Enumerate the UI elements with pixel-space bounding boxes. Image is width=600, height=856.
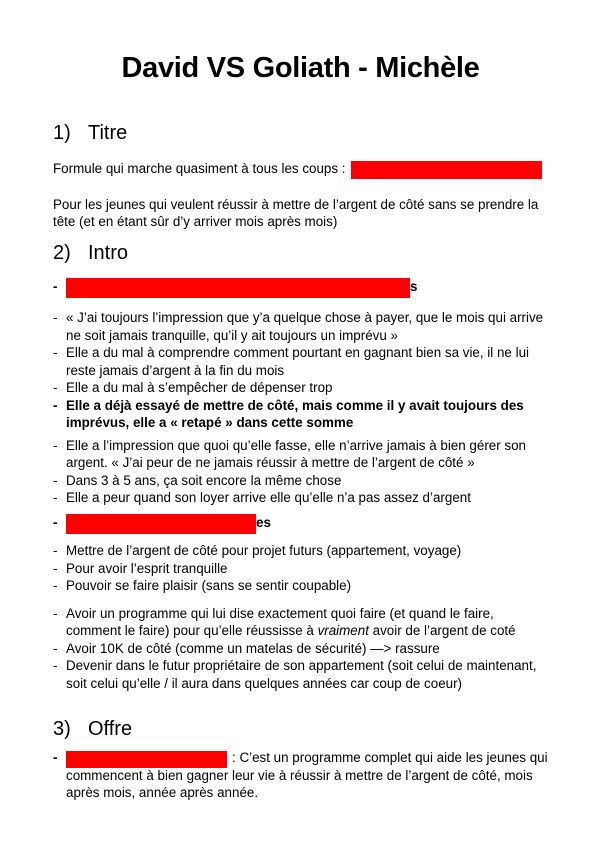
section-heading-intro bbox=[53, 241, 548, 265]
formule-prefix: Formule qui marche quasiment à tous les coups : bbox=[53, 161, 346, 176]
bullet-text: Mettre de l’argent de côté pour projet futurs (appartement, voyage) bbox=[66, 543, 462, 558]
bullet-dash: - bbox=[53, 380, 58, 395]
bullet-item bbox=[53, 657, 548, 692]
redaction-suffix: es bbox=[256, 514, 271, 530]
bullet-text: Elle a déjà essayé de mettre de côté, mais comme il y avait toujours des imprévus, elle a « retapé » dans cette somme bbox=[66, 397, 524, 430]
bullet-item bbox=[53, 560, 548, 578]
bullet-text: Avoir 10K de côté (comme un matelas de sécurité) —> rassure bbox=[66, 640, 440, 656]
redaction-bar bbox=[351, 161, 542, 179]
redaction-bar bbox=[66, 278, 410, 298]
bullet-text: Dans 3 à 5 ans, ça soit encore la même chose bbox=[66, 472, 342, 488]
bullet-text-italic: vraiment bbox=[317, 623, 369, 638]
bullet-item bbox=[53, 577, 548, 595]
bullet-text: « J’ai toujours l’impression que y’a quelque chose à payer, que le mois qui arrive ne soit jamais tranquille, qu’il y ait toujours un imprévu » bbox=[66, 310, 544, 343]
bullet-dash: - bbox=[53, 514, 58, 530]
bullet-item bbox=[53, 472, 548, 490]
section-number: 1) bbox=[53, 122, 71, 144]
bullet-item bbox=[53, 379, 548, 397]
bullet-text bbox=[66, 605, 548, 640]
redaction-bar bbox=[66, 751, 227, 768]
bullet-dash: - bbox=[53, 397, 58, 413]
bullet-text: Elle a peur quand son loyer arrive elle qu’elle n’a pas assez d’argent bbox=[66, 490, 471, 505]
redaction-bar bbox=[66, 514, 256, 534]
bullet-item bbox=[53, 542, 548, 560]
redaction-suffix: s bbox=[410, 278, 418, 294]
bullet-text-post: avoir de l’argent de coté bbox=[368, 623, 516, 638]
bullet-item bbox=[53, 344, 548, 379]
section-label: Titre bbox=[88, 122, 128, 144]
bullet-dash: - bbox=[53, 472, 58, 488]
bullet-item bbox=[53, 605, 548, 640]
bullet-item bbox=[53, 640, 548, 658]
bullet-text: Devenir dans le futur propriétaire de son appartement (soit celui de maintenant, soit celui qu’elle / il aura dans quelques années car coup de coeur) bbox=[66, 658, 537, 691]
bullet-dash: - bbox=[53, 578, 58, 593]
bullet-dash: - bbox=[53, 605, 58, 621]
bullet-dash: - bbox=[53, 560, 58, 576]
bullet-text-pre: Avoir un programme qui lui dise exactement quoi faire (et quand le faire, comment le faire) pour qu’elle réussisse à bbox=[66, 605, 494, 638]
bullet-dash: - bbox=[53, 640, 58, 656]
section-number: 3) bbox=[53, 718, 71, 740]
section-heading-offre bbox=[53, 717, 548, 741]
section-heading-titre bbox=[53, 121, 548, 145]
bullet-item-bold bbox=[53, 397, 548, 432]
section-label: Offre bbox=[88, 718, 133, 740]
bullet-dash: - bbox=[53, 543, 58, 558]
bullet-dash: - bbox=[53, 750, 58, 765]
offre-description: : C’est un programme complet qui aide les jeunes qui commencent à bien gagner leur vie à réussir à mettre de l’argent de côté, mois après mois, année après année. bbox=[66, 750, 548, 800]
bullet-dash: - bbox=[53, 310, 58, 325]
bullet-dash: - bbox=[53, 490, 58, 505]
bullet-dash: - bbox=[53, 345, 58, 360]
audience-paragraph: Pour les jeunes qui veulent réussir à mettre de l’argent de côté sans se prendre la tête (et en étant sûr d’y arriver mois après mois) bbox=[53, 196, 539, 229]
section-label: Intro bbox=[88, 241, 129, 264]
bullet-dash: - bbox=[53, 278, 58, 294]
bullet-text: Elle a du mal à comprendre comment pourtant en gagnant bien sa vie, il ne lui reste jamais d’argent à la fin du mois bbox=[66, 345, 529, 378]
bullet-text: Elle a l’impression que quoi qu’elle fasse, elle n’arrive jamais à bien gérer son argent. « J’ai peur de ne jamais réussir à mettre de l’argent de côté » bbox=[66, 437, 526, 470]
offre-bullet bbox=[53, 749, 548, 802]
bullet-text: Pouvoir se faire plaisir (sans se sentir coupable) bbox=[66, 578, 352, 593]
redacted-subheading-2 bbox=[53, 514, 548, 532]
bullet-item bbox=[53, 489, 548, 507]
formule-line bbox=[53, 160, 548, 178]
bullet-text bbox=[66, 749, 548, 802]
bullet-text: Pour avoir l’esprit tranquille bbox=[66, 560, 228, 576]
section-number: 2) bbox=[53, 241, 71, 264]
document-content bbox=[0, 52, 600, 802]
bullet-item bbox=[53, 309, 548, 344]
bullet-text: Elle a du mal à s’empêcher de dépenser trop bbox=[66, 380, 333, 395]
bullet-dash: - bbox=[53, 658, 58, 673]
page-title: David VS Goliath - Michèle bbox=[121, 52, 480, 84]
bullet-dash: - bbox=[53, 437, 58, 453]
bullet-item bbox=[53, 437, 548, 472]
redacted-subheading-1 bbox=[53, 278, 548, 296]
